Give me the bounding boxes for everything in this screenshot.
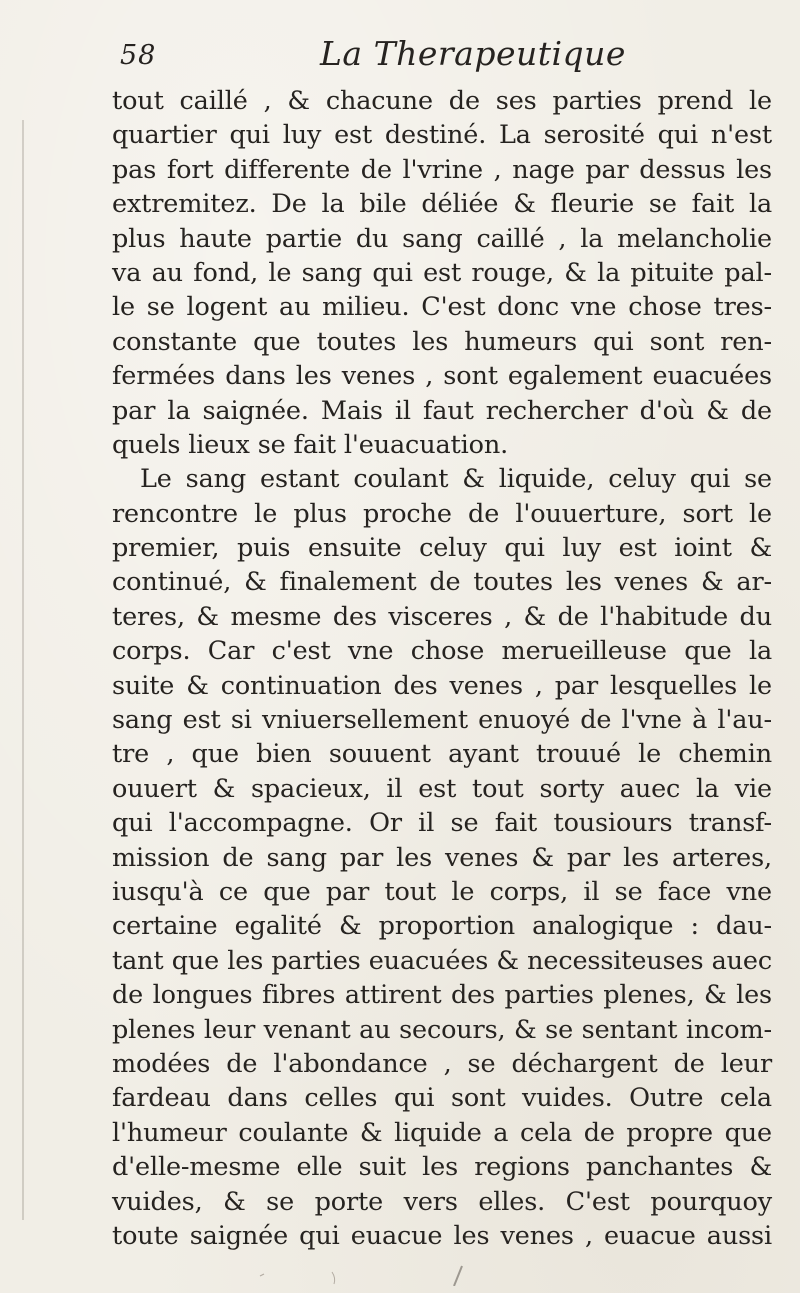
body-text — [112, 84, 772, 1253]
text-line: plus haute partie du sang caillé , la melancholie — [112, 223, 772, 254]
page-edge-shadow — [22, 120, 24, 1220]
text-line: plenes leur venant au secours, & se sentant incom- — [112, 1014, 772, 1045]
text-line: quartier qui luy est destiné. La serosité qui n'est — [112, 120, 772, 151]
text-line: modées de l'abondance , se déchargent de leur — [112, 1048, 772, 1079]
text-line: tre , que bien souuent ayant trouué le chemin — [112, 739, 772, 770]
text-line: fermées dans les venes , sont egalement euacuées — [112, 361, 772, 392]
text-line: fardeau dans celles qui sont vuides. Outre cela — [112, 1083, 772, 1114]
bleed-through-marks — [240, 1262, 560, 1286]
page-number: 58 — [120, 40, 157, 71]
text-line: mission de sang par les venes & par les arteres, — [112, 842, 772, 873]
text-line: l'humeur coulante & liquide a cela de propre que — [112, 1117, 772, 1148]
text-line: va au fond, le sang qui est rouge, & la pituite pal- — [112, 257, 772, 288]
text-line: teres, & mesme des visceres , & de l'habitude du — [112, 601, 772, 632]
text-line: continué, & finalement de toutes les venes & ar- — [112, 567, 772, 598]
text-line: corps. Car c'est vne chose merueilleuse que la — [112, 636, 772, 667]
text-line: d'elle-mesme elle suit les regions panchantes & — [112, 1152, 772, 1183]
paragraph-first-line: Le sang estant coulant & liquide, celuy qui se — [140, 464, 772, 495]
text-line: qui l'accompagne. Or il se fait tousiours transf- — [112, 808, 772, 839]
text-line: pas fort differente de l'vrine , nage par dessus les — [112, 154, 772, 185]
text-line: tout caillé , & chacune de ses parties prend le — [112, 86, 772, 116]
text-line: suite & continuation des venes , par lesquelles le — [112, 670, 772, 701]
text-line: par la saignée. Mais il faut rechercher d'où & de — [112, 395, 772, 426]
text-line: tant que les parties euacuées & necessiteuses auec — [112, 945, 772, 976]
text-line: quels lieux se fait l'euacuation. — [112, 429, 509, 460]
text-line: rencontre le plus proche de l'ouuerture, sort le — [112, 498, 772, 529]
text-line: le se logent au milieu. C'est donc vne chose tres- — [112, 292, 772, 323]
text-line: vuides, & se porte vers elles. C'est pourquoy — [112, 1186, 772, 1217]
text-line: iusqu'à ce que par tout le corps, il se face vne — [112, 876, 772, 907]
page-header — [120, 34, 760, 74]
text-line: premier, puis ensuite celuy qui luy est ioint & — [112, 533, 772, 564]
text-line: sang est si vniuersellement enuoyé de l'vne à l'au- — [112, 705, 772, 736]
text-line: extremitez. De la bile déliée & fleurie se fait la — [112, 189, 772, 220]
text-line: certaine egalité & proportion analogique : dau- — [112, 911, 772, 942]
text-line: toute saignée qui euacue les venes , euacue aussi — [112, 1220, 772, 1251]
text-line: de longues fibres attirent des parties plenes, & les — [112, 980, 772, 1011]
text-line: constante que toutes les humeurs qui sont ren- — [112, 326, 772, 357]
running-title: La Therapeutique — [320, 34, 626, 73]
text-line: ouuert & spacieux, il est tout sorty auec la vie — [112, 773, 772, 804]
